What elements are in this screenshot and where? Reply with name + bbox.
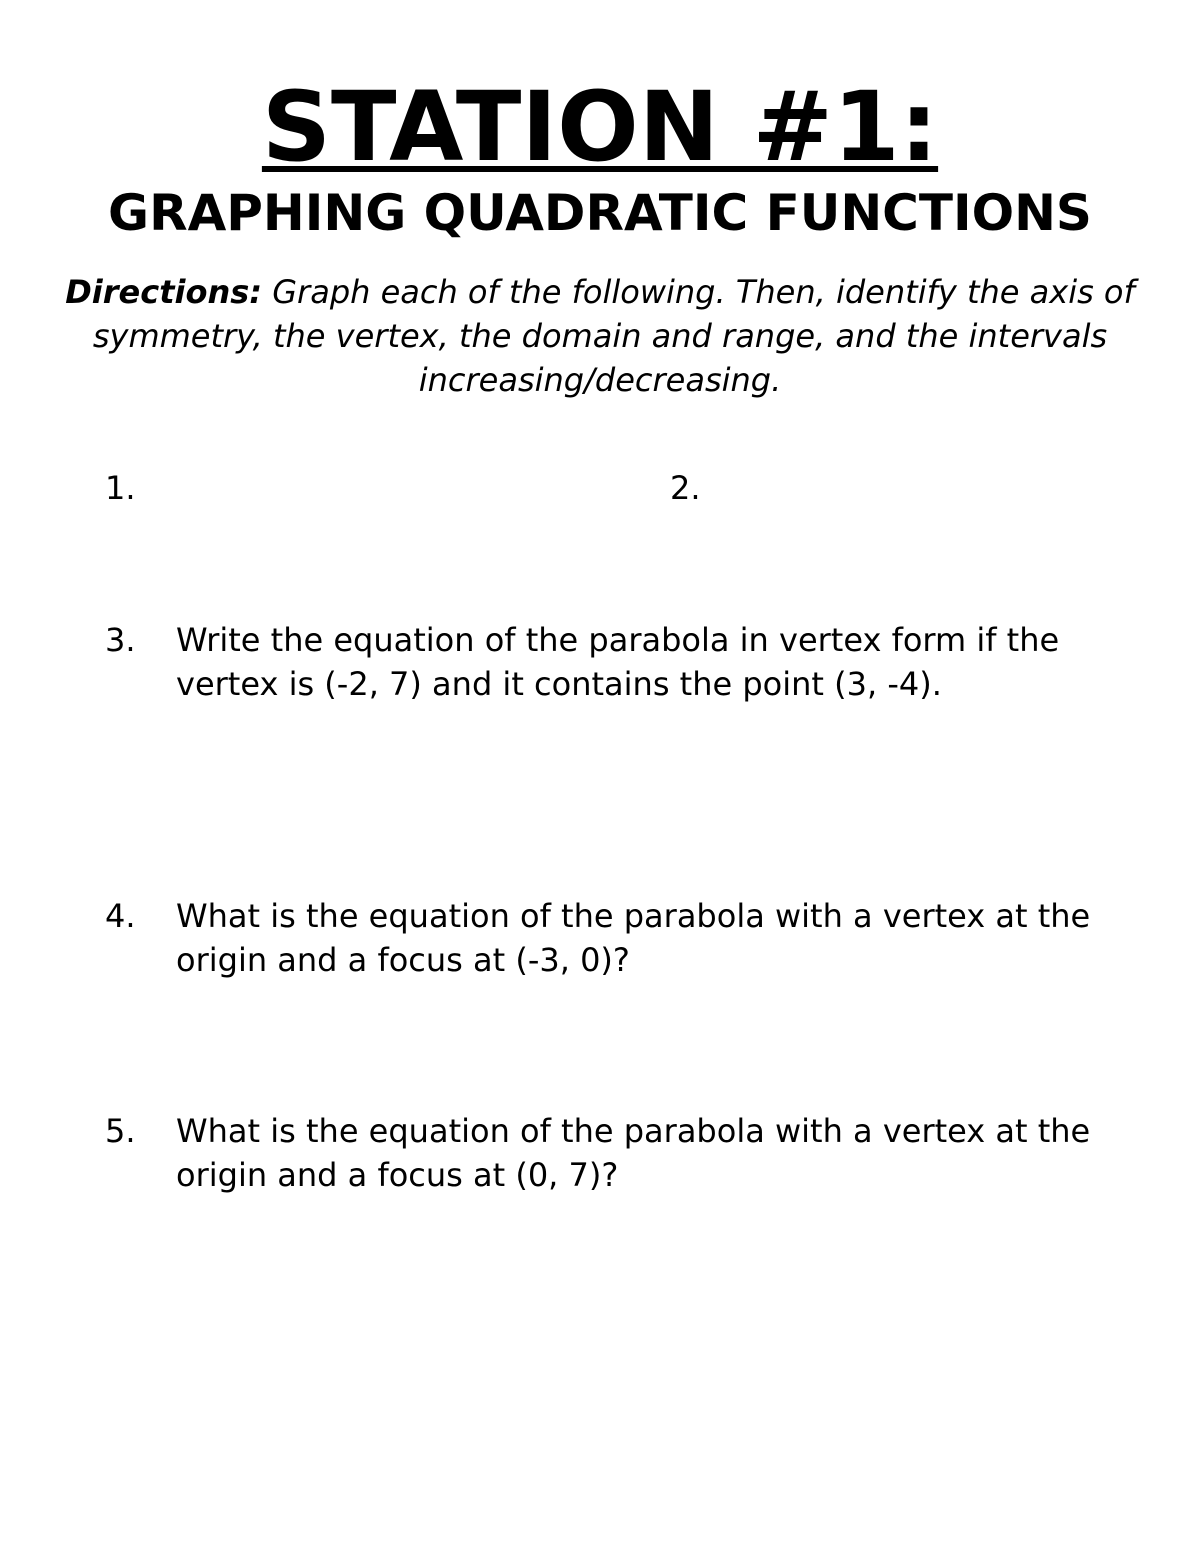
directions [60,270,1140,402]
directions-label: Directions: [65,273,263,311]
problem-1-number: 1. [105,469,136,507]
problem-4-number: 4. [105,897,136,935]
page-subtitle: GRAPHING QUADRATIC FUNCTIONS [108,184,1092,242]
page-title: STATION #1: [261,71,939,183]
problem-3-text: Write the equation of the parabola in vertex form if the vertex is (-2, 7) and it contains the point (3, -4). [176,621,1060,703]
problem-3-number: 3. [105,621,136,659]
problem-2-number: 2. [670,469,701,507]
problem-5-number: 5. [105,1112,136,1150]
problem-5-text: What is the equation of the parabola with a vertex at the origin and a focus at (0, 7)? [176,1112,1091,1194]
problem-4-text: What is the equation of the parabola with a vertex at the origin and a focus at (-3, 0)? [176,897,1091,979]
directions-text: Graph each of the following. Then, identify the axis of symmetry, the vertex, the domain and range, and the intervals increasing/decreasing. [92,273,1135,399]
